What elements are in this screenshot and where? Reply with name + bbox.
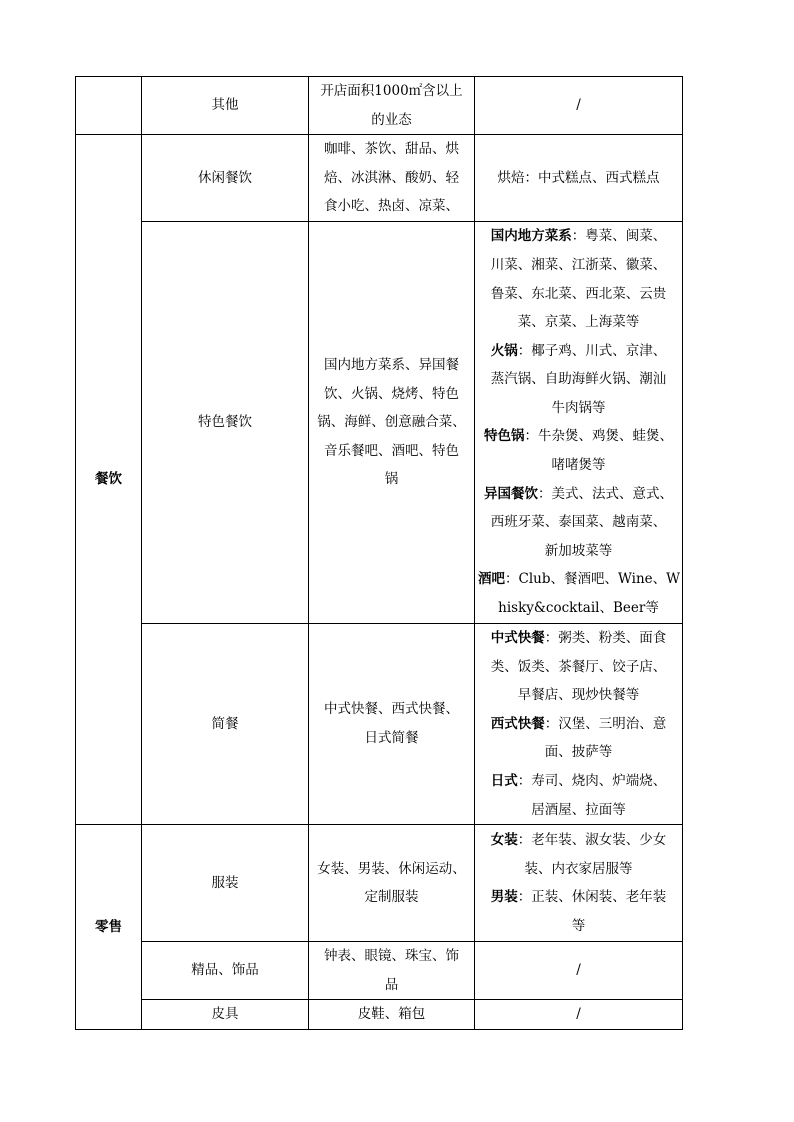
notes-heading: 西式快餐 [490,715,545,732]
content-line: 锅 [384,471,399,488]
notes-line [478,767,679,796]
notes-cell [475,135,683,222]
content-line: 品 [384,976,399,993]
notes-line: hisky&cocktail、Beer等 [498,600,659,617]
notes-line: 西班牙菜、泰国菜、越南菜、 [490,514,667,531]
subcategory-cell: 皮具 [142,1000,309,1030]
notes-text: ：汉堡、三明治、意 [544,715,667,732]
subcategory-cell: 特色餐饮 [142,221,309,623]
notes-line [478,565,679,594]
notes-heading: 特色锅 [484,428,525,445]
notes-text: ：美式、法式、意式、 [538,485,673,502]
notes-text: ：粤菜、闽菜、 [571,228,667,245]
content-cell [309,942,475,1000]
content-line: 钟表、眼镜、珠宝、饰 [324,948,459,965]
content-line: 焙、冰淇淋、酸奶、轻 [324,169,459,186]
content-line: 的业态 [371,111,412,128]
subcategory-cell: 精品、饰品 [142,942,309,1000]
notes-heading: 火锅 [490,342,518,359]
notes-text: ：粥类、粉类、面食 [544,629,667,646]
notes-line: / [576,1006,581,1023]
table-row [76,825,683,942]
table-row [76,623,683,824]
notes-line: 早餐店、现炒快餐等 [517,687,640,704]
notes-line: / [576,97,581,114]
notes-text: ：椰子鸡、川式、京津、 [517,342,667,359]
notes-heading: 异国餐饮 [484,485,538,502]
notes-heading: 女装 [490,831,518,848]
subcategory-cell: 其他 [142,77,309,135]
content-line: 定制服装 [364,889,419,906]
notes-text: ：寿司、烧肉、炉端烧、 [517,772,667,789]
table-row [76,77,683,135]
notes-cell [475,1000,683,1030]
notes-cell [475,623,683,824]
notes-line: 类、饭类、茶餐厅、饺子店、 [490,658,667,675]
notes-heading: 酒吧 [478,571,505,588]
notes-heading: 中式快餐 [490,629,545,646]
notes-line [478,422,679,451]
content-cell [309,221,475,623]
notes-line [478,337,679,366]
content-line: 咖啡、茶饮、甜品、烘 [324,141,459,158]
content-line: 女装、男装、休闲运动、 [317,860,466,877]
notes-line: 鲁菜、东北菜、西北菜、云贵 [490,285,667,302]
table-row [76,135,683,222]
notes-cell [475,221,683,623]
notes-text: ：老年装、淑女装、少女 [517,831,667,848]
notes-text: ：正装、休闲装、老年装 [517,889,667,906]
content-cell [309,825,475,942]
notes-line: 装、内衣家居服等 [524,860,633,877]
content-line: 锅、海鲜、创意融合菜、 [317,414,466,431]
notes-cell [475,825,683,942]
category-cell: 零售 [76,825,142,1030]
notes-line: 烘焙：中式糕点、西式糕点 [497,169,660,186]
category-table [75,76,683,1030]
notes-heading: 国内地方菜系 [490,228,572,245]
content-cell [309,135,475,222]
notes-line: 啫啫煲等 [551,457,606,474]
notes-line: 菜、京菜、上海菜等 [517,314,640,331]
notes-cell [475,77,683,135]
content-cell [309,1000,475,1030]
notes-line: / [576,962,581,979]
notes-text: ：Club、餐酒吧、Wine、W [505,571,680,588]
content-line: 国内地方菜系、异国餐 [324,356,459,373]
content-line: 音乐餐吧、酒吧、特色 [324,442,459,459]
content-line: 饮、火锅、烧烤、特色 [324,385,459,402]
content-line: 食小吃、热卤、凉菜、 [324,198,459,215]
notes-heading: 男装 [490,889,518,906]
notes-line: 新加坡菜等 [544,542,613,559]
table-row [76,221,683,623]
notes-line: 蒸汽锅、自助海鲜火锅、潮汕 [490,371,667,388]
table-row [76,1000,683,1030]
notes-line [478,222,679,251]
category-cell: 餐饮 [76,135,142,825]
notes-text: ：牛杂煲、鸡煲、蛙煲、 [524,428,673,445]
notes-line [478,883,679,912]
notes-line: 川菜、湘菜、江浙菜、徽菜、 [490,256,667,273]
subcategory-cell: 休闲餐饮 [142,135,309,222]
subcategory-cell: 服装 [142,825,309,942]
notes-line [478,710,679,739]
category-cell-empty [76,77,142,135]
notes-line [478,826,679,855]
notes-line: 面、披萨等 [544,744,613,761]
notes-line: 牛肉锅等 [551,399,606,416]
content-cell [309,623,475,824]
notes-line [478,624,679,653]
content-line: 开店面积1000㎡含以上 [320,83,463,99]
notes-line: 等 [571,917,586,934]
content-line: 日式简餐 [364,730,419,747]
table-row [76,942,683,1000]
content-cell [309,77,475,135]
notes-cell [475,942,683,1000]
notes-heading: 日式 [490,772,518,789]
notes-line: 居酒屋、拉面等 [531,801,626,818]
content-line: 中式快餐、西式快餐、 [324,701,459,718]
content-line: 皮鞋、箱包 [357,1006,426,1023]
subcategory-cell: 简餐 [142,623,309,824]
notes-line [478,480,679,509]
